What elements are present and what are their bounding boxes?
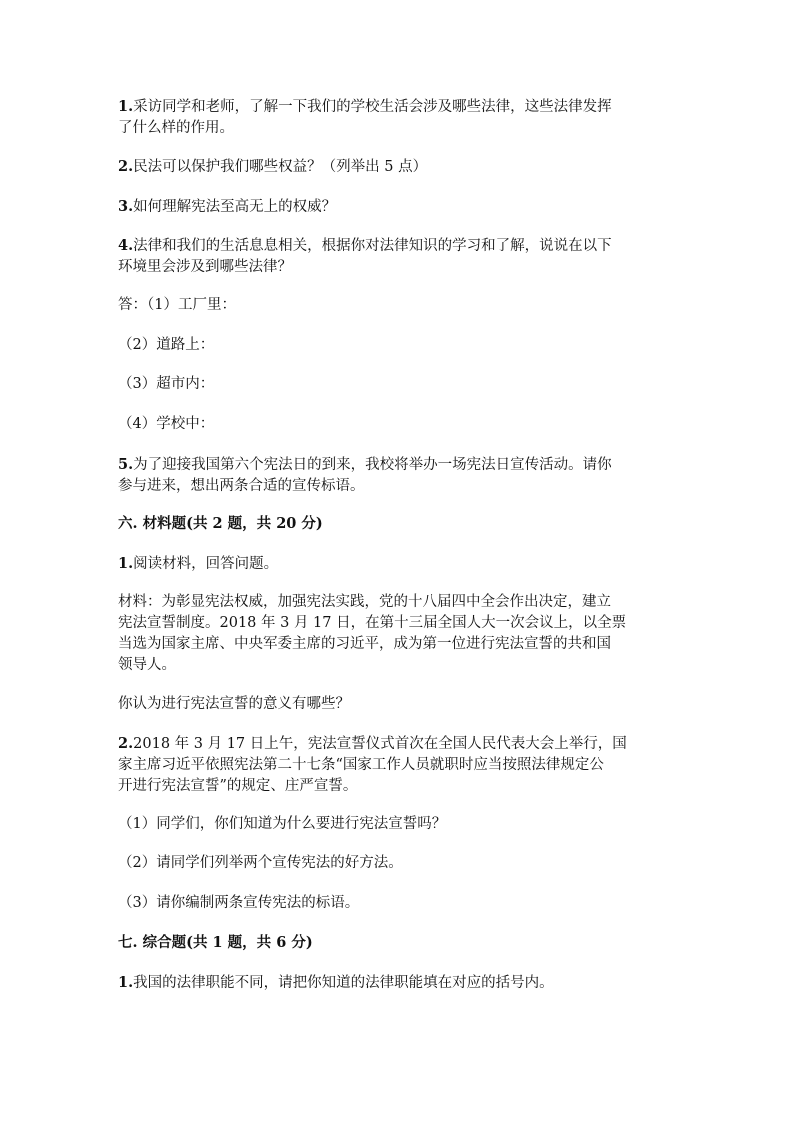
answer-line-1: 答：（1）工厂里：: [118, 297, 236, 313]
material-question-prompt: 你认为进行宪法宣誓的意义有哪些？: [118, 696, 350, 712]
question-number: 1.: [118, 555, 134, 572]
question-number: 2.: [118, 735, 134, 752]
sub-question-2: （2）请同学们列举两个宣传宪法的好方法。: [118, 855, 403, 871]
question-text-line: 家主席习近平依照宪法第二十七条“国家工作人员就职时应当按照法律规定公: [118, 757, 604, 773]
question-text-line: 为了迎接我国第六个宪法日的到来，我校将举办一场宪法日宣传活动。请你: [133, 457, 612, 473]
answer-line-2: （2）道路上：: [118, 337, 215, 353]
question-3: [118, 196, 678, 218]
question-number: 4.: [118, 237, 134, 254]
section-heading-7: 七. 综合题(共 1 题，共 6 分): [118, 934, 313, 951]
sub-question-1: （1）同学们，你们知道为什么要进行宪法宣誓吗？: [118, 816, 447, 832]
question-text-line: 2018 年 3 月 17 日上午，宪法宣誓仪式首次在全国人民代表大会上举行，国: [133, 736, 627, 752]
question-number: 5.: [118, 456, 134, 473]
question-text: 阅读材料，回答问题。: [133, 556, 279, 572]
material-passage: [118, 592, 678, 676]
question-2: [118, 156, 678, 178]
question-text-line: 了什么样的作用。: [118, 120, 234, 136]
question-text: 如何理解宪法至高无上的权威？: [133, 199, 337, 215]
question-text-line: 采访同学和老师，了解一下我们的学校生活会涉及哪些法律，这些法律发挥: [133, 99, 612, 115]
question-text-line: 法律和我们的生活息息相关，根据你对法律知识的学习和了解，说说在以下: [133, 238, 612, 254]
material-question-2: [118, 733, 678, 797]
material-question-1: [118, 553, 678, 575]
answer-line-4: （4）学校中：: [118, 416, 215, 432]
question-4: [118, 235, 678, 278]
question-text-line: 开进行宪法宣誓”的规定、庄严宣誓。: [118, 778, 358, 794]
question-number: 2.: [118, 158, 134, 175]
sub-question-3: （3）请你编制两条宣传宪法的标语。: [118, 895, 360, 911]
question-1: [118, 96, 678, 139]
question-text-line: 参与进来，想出两条合适的宣传标语。: [118, 478, 365, 494]
answer-line-3: （3）超市内：: [118, 376, 215, 392]
question-number: 1.: [118, 98, 134, 115]
question-text-line: 环境里会涉及到哪些法律？: [118, 259, 292, 275]
question-text: 我国的法律职能不同，请把你知道的法律职能填在对应的括号内。: [133, 975, 554, 991]
material-line: 领导人。: [118, 657, 176, 673]
question-number: 3.: [118, 198, 134, 215]
question-number: 1.: [118, 974, 134, 991]
material-line: 材料：为彰显宪法权威，加强宪法实践，党的十八届四中全会作出决定，建立: [118, 594, 611, 610]
question-5: [118, 454, 678, 497]
material-line: 当选为国家主席、中央军委主席的习近平，成为第一位进行宪法宣誓的共和国: [118, 636, 611, 652]
question-text: 民法可以保护我们哪些权益？（列举出 5 点）: [133, 159, 428, 175]
comprehensive-question-1: [118, 972, 678, 994]
section-heading-6: 六. 材料题(共 2 题，共 20 分): [118, 515, 323, 532]
material-line: 宪法宣誓制度。2018 年 3 月 17 日，在第十三届全国人大一次会议上，以全票: [118, 615, 627, 631]
